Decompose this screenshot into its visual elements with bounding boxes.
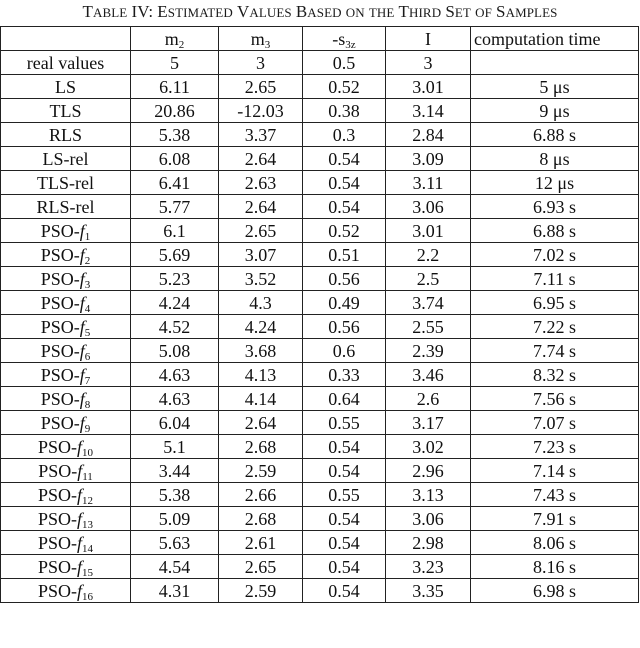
table-row (1, 219, 639, 243)
s3z-cell: 0.5 (303, 51, 386, 75)
inertia-cell: 3.14 (386, 99, 471, 123)
inertia-cell: 3 (386, 51, 471, 75)
s3z-cell: 0.52 (303, 219, 386, 243)
s3z-cell: 0.33 (303, 363, 386, 387)
method-cell: PSO-$f_6$ (1, 339, 131, 363)
m3-cell: 2.65 (219, 219, 303, 243)
table-row (1, 411, 639, 435)
inertia-cell: 3.74 (386, 291, 471, 315)
method-cell: PSO-$f_4$ (1, 291, 131, 315)
m2-cell: 5.38 (131, 483, 219, 507)
method-cell: PSO-$f_{12}$ (1, 483, 131, 507)
s3z-cell: 0.38 (303, 99, 386, 123)
table-row (1, 387, 639, 411)
method-cell: PSO-$f_9$ (1, 411, 131, 435)
caption-word: VALUES (236, 2, 292, 21)
table-row (1, 315, 639, 339)
table-row (1, 75, 639, 99)
caption-word: SET (445, 2, 471, 21)
m3-cell: 4.13 (219, 363, 303, 387)
method-cell: PSO-$f_{10}$ (1, 435, 131, 459)
s3z-cell: 0.54 (303, 195, 386, 219)
function-symbol: f (77, 580, 83, 601)
m2-cell: 5.23 (131, 267, 219, 291)
table-body (1, 51, 639, 603)
computation-time-cell: 6.95 s (471, 291, 639, 315)
s3z-cell: 0.54 (303, 579, 386, 603)
inertia-cell: 3.23 (386, 555, 471, 579)
header-cell-m2: $m_2$ (131, 27, 219, 51)
s3z-cell: 0.54 (303, 507, 386, 531)
m3-cell: 4.3 (219, 291, 303, 315)
function-symbol: f (77, 556, 83, 577)
table-row (1, 51, 639, 75)
s3z-cell: 0.56 (303, 267, 386, 291)
m3-cell: 2.64 (219, 147, 303, 171)
m2-cell: 4.52 (131, 315, 219, 339)
m3-cell: 3.37 (219, 123, 303, 147)
computation-time-cell: 7.07 s (471, 411, 639, 435)
function-symbol: f (79, 292, 85, 313)
table-row (1, 483, 639, 507)
computation-time-cell: 6.98 s (471, 579, 639, 603)
function-symbol: f (79, 364, 85, 385)
m2-cell: 3.44 (131, 459, 219, 483)
computation-time-cell: 7.91 s (471, 507, 639, 531)
header-cell-computation-time: computation time (471, 27, 639, 51)
method-cell: PSO-$f_{15}$ (1, 555, 131, 579)
table-row (1, 339, 639, 363)
table-row (1, 147, 639, 171)
function-symbol: f (77, 508, 83, 529)
function-symbol: f (77, 460, 83, 481)
table-row (1, 555, 639, 579)
caption-word: ON (345, 5, 365, 20)
method-cell: PSO-$f_8$ (1, 387, 131, 411)
caption-word: OF (475, 5, 492, 20)
inertia-cell: 3.46 (386, 363, 471, 387)
computation-time-cell: 7.74 s (471, 339, 639, 363)
computation-time-cell: 7.56 s (471, 387, 639, 411)
function-symbol: f (79, 388, 85, 409)
m3-cell: 4.14 (219, 387, 303, 411)
table-row (1, 531, 639, 555)
results-table (0, 26, 639, 603)
table-row (1, 195, 639, 219)
table-row (1, 243, 639, 267)
inertia-cell: 3.11 (386, 171, 471, 195)
inertia-cell: 2.84 (386, 123, 471, 147)
computation-time-cell: 6.93 s (471, 195, 639, 219)
table-row (1, 99, 639, 123)
s3z-cell: 0.55 (303, 483, 386, 507)
caption-word: THE (368, 5, 395, 20)
function-symbol: f (79, 316, 85, 337)
table-row (1, 363, 639, 387)
method-cell: TLS-rel (1, 171, 131, 195)
function-symbol: f (79, 244, 85, 265)
m2-cell: 6.08 (131, 147, 219, 171)
caption-word: ESTIMATED (157, 2, 233, 21)
computation-time-cell: 6.88 s (471, 123, 639, 147)
method-cell: PSO-$f_7$ (1, 363, 131, 387)
caption-word: BASED (295, 2, 342, 21)
method-cell: PSO-$f_2$ (1, 243, 131, 267)
header-cell-inertia: I (386, 27, 471, 51)
function-symbol: f (79, 412, 85, 433)
table-row (1, 171, 639, 195)
computation-time-cell (471, 51, 639, 75)
method-cell: PSO-$f_{14}$ (1, 531, 131, 555)
m2-cell: 6.11 (131, 75, 219, 99)
computation-time-cell: 7.22 s (471, 315, 639, 339)
computation-time-cell: 7.11 s (471, 267, 639, 291)
m3-cell: 3.07 (219, 243, 303, 267)
header-cell-s3z: $-s_{3z}$ (303, 27, 386, 51)
method-cell: LS-rel (1, 147, 131, 171)
caption-word: IV: (131, 2, 154, 21)
function-symbol: f (79, 340, 85, 361)
m2-cell: 5.1 (131, 435, 219, 459)
method-cell: LS (1, 75, 131, 99)
function-symbol: f (77, 484, 83, 505)
caption-word: THIRD (398, 2, 442, 21)
m2-cell: 6.04 (131, 411, 219, 435)
inertia-cell: 2.5 (386, 267, 471, 291)
m3-cell: 2.61 (219, 531, 303, 555)
s3z-cell: 0.6 (303, 339, 386, 363)
m3-cell: 2.66 (219, 483, 303, 507)
method-cell: PSO-$f_{13}$ (1, 507, 131, 531)
s3z-cell: 0.54 (303, 171, 386, 195)
inertia-cell: 2.96 (386, 459, 471, 483)
computation-time-cell: 8.06 s (471, 531, 639, 555)
computation-time-cell: 5 μs (471, 75, 639, 99)
m2-cell: 4.24 (131, 291, 219, 315)
table-row (1, 123, 639, 147)
m2-cell: 4.54 (131, 555, 219, 579)
m3-cell: 3.52 (219, 267, 303, 291)
computation-time-cell: 7.02 s (471, 243, 639, 267)
s3z-cell: 0.64 (303, 387, 386, 411)
header-row (1, 27, 639, 51)
computation-time-cell: 7.23 s (471, 435, 639, 459)
m2-cell: 5.63 (131, 531, 219, 555)
inertia-cell: 3.06 (386, 195, 471, 219)
s3z-cell: 0.54 (303, 555, 386, 579)
inertia-cell: 3.01 (386, 75, 471, 99)
function-symbol: f (79, 220, 85, 241)
s3z-cell: 0.3 (303, 123, 386, 147)
caption-word: SAMPLES (496, 2, 558, 21)
computation-time-cell: 8 μs (471, 147, 639, 171)
header-cell-method (1, 27, 131, 51)
m3-cell: 4.24 (219, 315, 303, 339)
s3z-cell: 0.55 (303, 411, 386, 435)
inertia-cell: 2.6 (386, 387, 471, 411)
m2-cell: 5.08 (131, 339, 219, 363)
m3-cell: 2.64 (219, 411, 303, 435)
table-row (1, 507, 639, 531)
m3-cell: 3 (219, 51, 303, 75)
inertia-cell: 2.55 (386, 315, 471, 339)
function-symbol: f (77, 532, 83, 553)
m3-cell: 2.59 (219, 459, 303, 483)
computation-time-cell: 8.32 s (471, 363, 639, 387)
s3z-cell: 0.56 (303, 315, 386, 339)
computation-time-cell: 7.43 s (471, 483, 639, 507)
m3-cell: 2.68 (219, 507, 303, 531)
m2-cell: 6.1 (131, 219, 219, 243)
s3z-cell: 0.54 (303, 147, 386, 171)
header-cell-m3: $m_3$ (219, 27, 303, 51)
inertia-cell: 3.13 (386, 483, 471, 507)
m2-cell: 4.63 (131, 363, 219, 387)
inertia-cell: 3.17 (386, 411, 471, 435)
m3-cell: 2.65 (219, 555, 303, 579)
computation-time-cell: 9 μs (471, 99, 639, 123)
table-caption (0, 0, 640, 26)
computation-time-cell: 6.88 s (471, 219, 639, 243)
inertia-cell: 3.01 (386, 219, 471, 243)
table-row (1, 267, 639, 291)
inertia-cell: 3.02 (386, 435, 471, 459)
method-cell: PSO-$f_5$ (1, 315, 131, 339)
inertia-cell: 3.09 (386, 147, 471, 171)
m2-cell: 5.77 (131, 195, 219, 219)
m2-cell: 20.86 (131, 99, 219, 123)
m3-cell: -12.03 (219, 99, 303, 123)
m3-cell: 2.59 (219, 579, 303, 603)
s3z-cell: 0.54 (303, 459, 386, 483)
method-cell: RLS-rel (1, 195, 131, 219)
inertia-cell: 2.98 (386, 531, 471, 555)
s3z-cell: 0.52 (303, 75, 386, 99)
s3z-cell: 0.54 (303, 435, 386, 459)
computation-time-cell: 7.14 s (471, 459, 639, 483)
computation-time-cell: 12 μs (471, 171, 639, 195)
table-row (1, 291, 639, 315)
m2-cell: 4.31 (131, 579, 219, 603)
m3-cell: 2.63 (219, 171, 303, 195)
m3-cell: 2.65 (219, 75, 303, 99)
method-cell: TLS (1, 99, 131, 123)
inertia-cell: 2.2 (386, 243, 471, 267)
inertia-cell: 3.06 (386, 507, 471, 531)
m2-cell: 5 (131, 51, 219, 75)
computation-time-cell: 8.16 s (471, 555, 639, 579)
m2-cell: 4.63 (131, 387, 219, 411)
s3z-cell: 0.49 (303, 291, 386, 315)
m3-cell: 2.68 (219, 435, 303, 459)
m3-cell: 2.64 (219, 195, 303, 219)
method-cell: PSO-$f_3$ (1, 267, 131, 291)
m2-cell: 5.69 (131, 243, 219, 267)
method-cell: real values (1, 51, 131, 75)
m2-cell: 5.09 (131, 507, 219, 531)
table-row (1, 459, 639, 483)
method-cell: RLS (1, 123, 131, 147)
method-cell: PSO-$f_1$ (1, 219, 131, 243)
inertia-cell: 2.39 (386, 339, 471, 363)
method-cell: PSO-$f_{11}$ (1, 459, 131, 483)
table-row (1, 435, 639, 459)
table-row (1, 579, 639, 603)
function-symbol: f (77, 436, 83, 457)
caption-word: TABLE (82, 2, 128, 21)
function-symbol: f (79, 268, 85, 289)
m3-cell: 3.68 (219, 339, 303, 363)
method-cell: PSO-$f_{16}$ (1, 579, 131, 603)
m2-cell: 5.38 (131, 123, 219, 147)
inertia-cell: 3.35 (386, 579, 471, 603)
s3z-cell: 0.54 (303, 531, 386, 555)
s3z-cell: 0.51 (303, 243, 386, 267)
m2-cell: 6.41 (131, 171, 219, 195)
